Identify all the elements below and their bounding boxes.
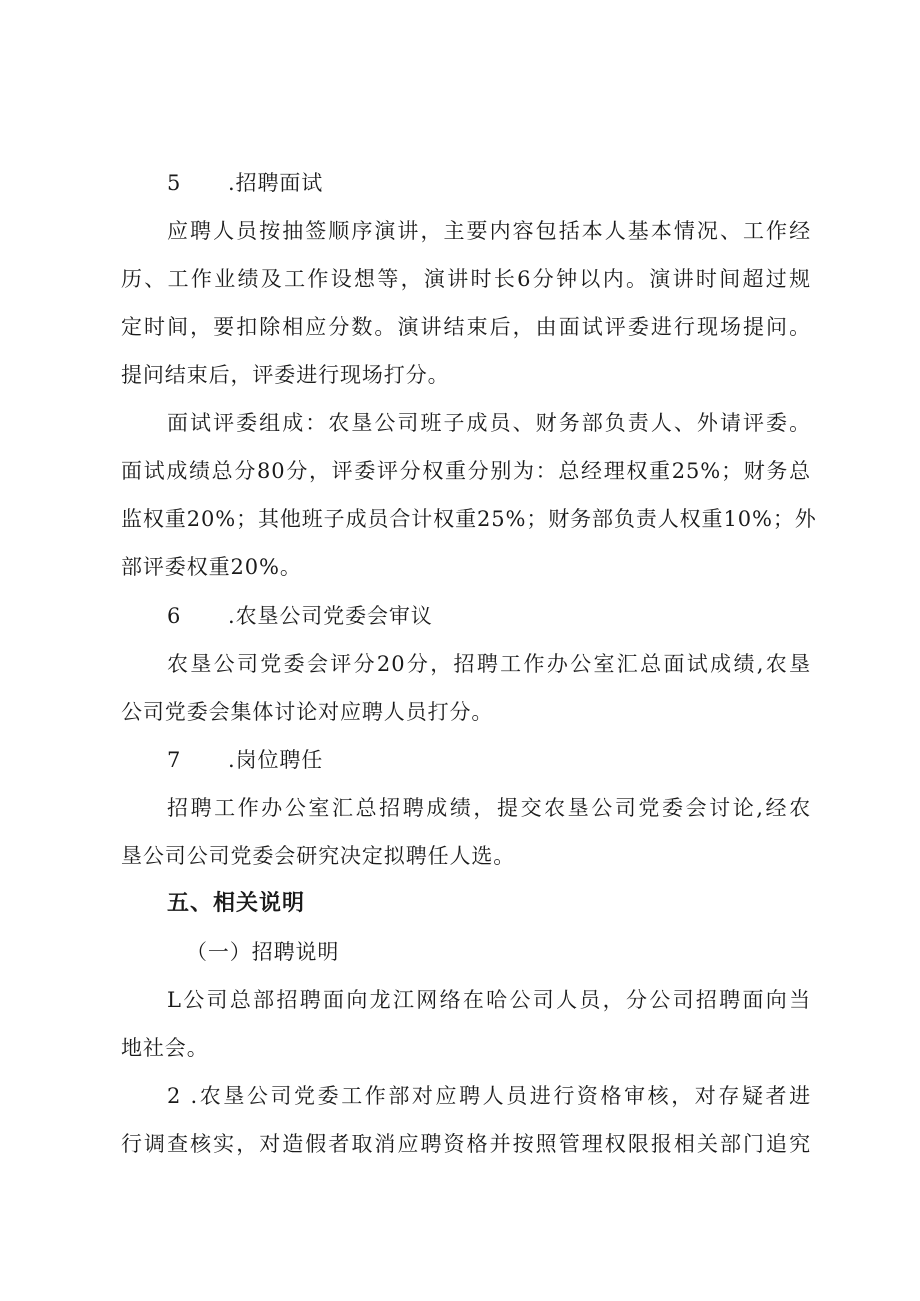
part-5-item-2-line2: 行调查核实，对造假者取消应聘资格并按照管理权限报相关部门追究 bbox=[121, 1132, 811, 1156]
part-5-subheading-1: （一）招聘说明 bbox=[186, 940, 340, 964]
section-5-para1-line3: 定时间，要扣除相应分数。演讲结束后，由面试评委进行现场提问。 bbox=[121, 315, 811, 339]
section-7-number: 7 bbox=[167, 748, 181, 772]
section-7-para1-line1: 招聘工作办公室汇总招聘成绩，提交农垦公司党委会讨论,经农 bbox=[167, 796, 811, 820]
section-6-para1-line1: 农垦公司党委会评分20分，招聘工作办公室汇总面试成绩,农垦 bbox=[167, 652, 811, 676]
section-5-para2-line1: 面试评委组成：农垦公司班子成员、财务部负责人、外请评委。 bbox=[167, 411, 811, 435]
section-5-number: 5 bbox=[167, 171, 181, 195]
section-5-para1-line1: 应聘人员按抽签顺序演讲，主要内容包括本人基本情况、工作经 bbox=[167, 219, 811, 243]
section-5-para1-line2: 历、工作业绩及工作设想等，演讲时长6分钟以内。演讲时间超过规 bbox=[121, 267, 811, 291]
section-5-title: .招聘面试 bbox=[228, 171, 324, 195]
part-5-item-2-line1: 2 .农垦公司党委工作部对应聘人员进行资格审核，对存疑者进 bbox=[167, 1084, 811, 1108]
part-5-heading: 五、相关说明 bbox=[167, 891, 306, 916]
part-5-item-1-line2: 地社会。 bbox=[121, 1036, 209, 1060]
part-5-item-1-line1: L公司总部招聘面向龙江网络在哈公司人员，分公司招聘面向当 bbox=[167, 988, 811, 1012]
section-5-para2-line3: 监权重20%；其他班子成员合计权重25%；财务部负责人权重10%；外 bbox=[121, 507, 817, 531]
section-6-title: .农垦公司党委会审议 bbox=[228, 604, 433, 628]
section-5-para2-line2: 面试成绩总分80分，评委评分权重分别为：总经理权重25%；财务总 bbox=[121, 459, 811, 483]
section-6-para1-line2: 公司党委会集体讨论对应聘人员打分。 bbox=[121, 700, 494, 724]
section-5-para2-line4: 部评委权重20%。 bbox=[121, 555, 302, 579]
section-5-para1-line4: 提问结束后，评委进行现场打分。 bbox=[121, 363, 450, 387]
section-6-number: 6 bbox=[167, 604, 181, 628]
section-7-para1-line2: 垦公司公司党委会研究决定拟聘任人选。 bbox=[121, 844, 516, 868]
section-7-title: .岗位聘任 bbox=[228, 748, 324, 772]
